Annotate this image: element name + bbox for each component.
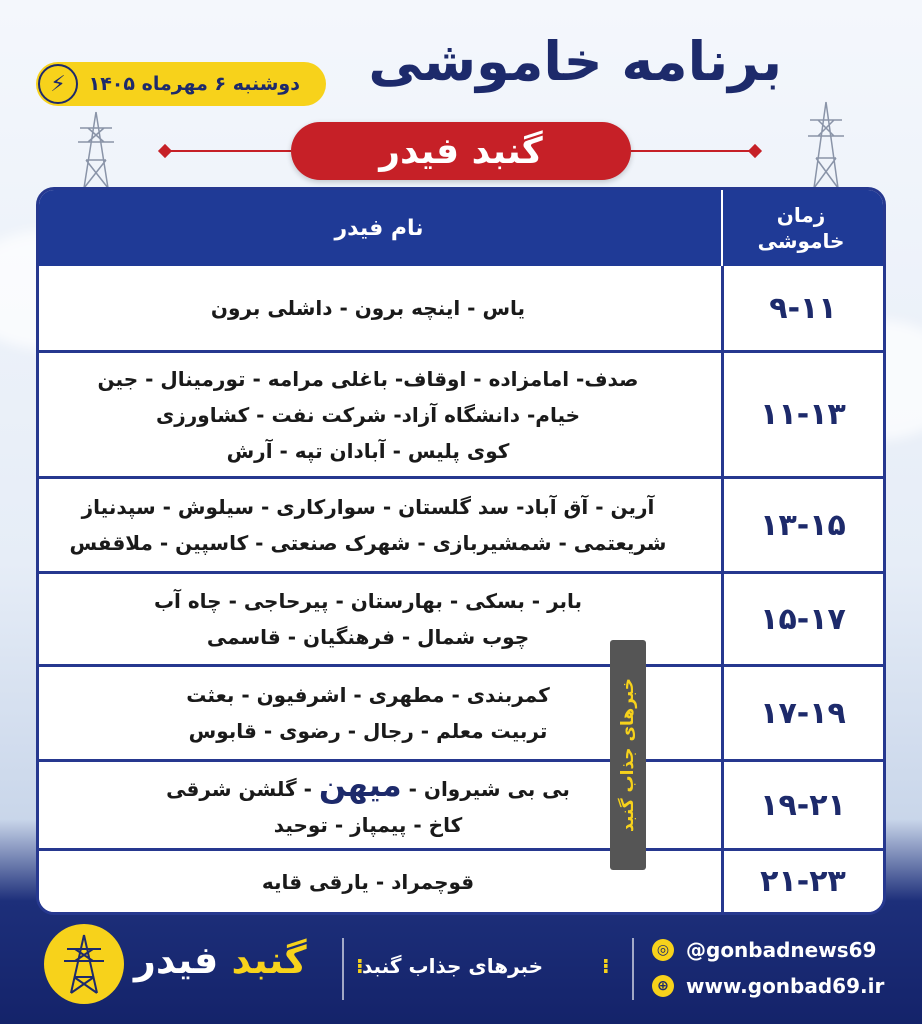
date-badge [36,62,326,106]
outage-time: ۲۱-۲۳ [760,864,846,899]
feeder-line: کوی پلیس - آبادان تپه - آرش [226,438,510,463]
power-tower-icon [59,933,109,995]
schedule-table [36,187,886,915]
outage-time: ۱۹-۲۱ [760,787,846,823]
footer-divider [632,938,634,1000]
subtitle-line-right [631,150,754,152]
date-text: دوشنبه ۶ مهرماه ۱۴۰۵ [88,73,300,95]
feeder-line: شریعتمی - شمشیربازی - شهرک صنعتی - کاسپین - ملاقفس [69,531,667,555]
feeder-line: بابر - بسکی - بهارستان - پیرحاجی - چاه آب [153,589,583,613]
globe-icon: ⊕ [652,975,674,997]
feeder-names [39,479,709,571]
outage-time: ۱۵-۱۷ [760,601,846,637]
feeder-line: تربیت معلم - رجال - رضوی - قابوس [188,719,548,743]
outage-time: ۱۱-۱۳ [760,397,846,432]
header-feeder-name: نام فیدر [334,215,424,241]
table-row [39,762,883,848]
feeder-line: یاس - اینچه برون - داشلی برون [210,296,526,320]
feeder-names [39,762,709,848]
feeder-names [39,574,709,664]
diamond-right [748,144,762,158]
highlighted-feeder: میهن [318,766,402,804]
power-tower-icon [72,110,120,190]
footer-brand [134,938,307,982]
table-row [39,574,883,664]
lightning-bolt-icon: ⚡ [38,64,78,104]
table-header [39,190,883,266]
outage-time: ۹-۱۱ [769,290,837,326]
column-divider [721,266,724,912]
page-title: برنامه خاموشی [368,30,782,93]
table-row [39,851,883,912]
feeder-text: بی بی شیروان - [408,777,570,801]
subtitle-line-left [168,150,291,152]
outage-time: ۱۷-۱۹ [760,695,846,731]
outage-time: ۱۳-۱۵ [760,507,846,543]
feeder-line [39,767,697,807]
watermark-text: خبرهای جذاب گنبد [618,678,639,832]
footer-divider [342,938,344,1000]
feeder-line: صدف- امامزاده - اوقاف- باغلی مرامه - تورمینال - جین [97,366,639,391]
feeder-text: - گلشن شرقی [166,777,312,801]
spark-icon: ⁝ [356,954,364,978]
feeder-line: چوب شمال - فرهنگیان - قاسمی [206,625,530,649]
brand-part2: فیدر [134,938,219,982]
feeder-line: آرین - آق آباد- سد گلستان - سوارکاری - سیلوش - سپدنیاز [81,495,655,519]
feeder-names [39,667,709,759]
power-tower-logo [44,924,124,1004]
brand-part1: گنبد [231,938,307,982]
feeder-line: خیام- دانشگاه آزاد- شرکت نفت - کشاورزی [155,402,581,427]
table-row [39,667,883,759]
diamond-left [158,144,172,158]
power-tower-icon [802,100,850,190]
footer-news-label: خبرهای جذاب گنبد [362,954,544,978]
website-text: www.gonbad69.ir [686,974,885,998]
website-link[interactable] [652,974,884,998]
table-row [39,353,883,476]
feeder-names [39,353,709,476]
feeder-line: کمربندی - مطهری - اشرفیون - بعثت [186,683,550,707]
feeder-line: کاخ - پیمپاز - توحید [273,813,463,837]
instagram-handle[interactable] [652,938,876,962]
feeder-names [39,851,709,912]
table-row [39,479,883,571]
feeder-names [39,266,709,350]
feeder-line: قوچمراد - یارقی قایه [261,869,475,894]
subtitle-banner: گنبد فیدر [291,122,631,180]
header-outage-time: زمان خاموشی [757,203,845,253]
watermark-banner [610,640,646,870]
spark-icon: ⁝ [602,954,610,978]
table-row [39,266,883,350]
instagram-text: @gonbadnews69 [686,938,877,962]
instagram-icon: ◎ [652,939,674,961]
